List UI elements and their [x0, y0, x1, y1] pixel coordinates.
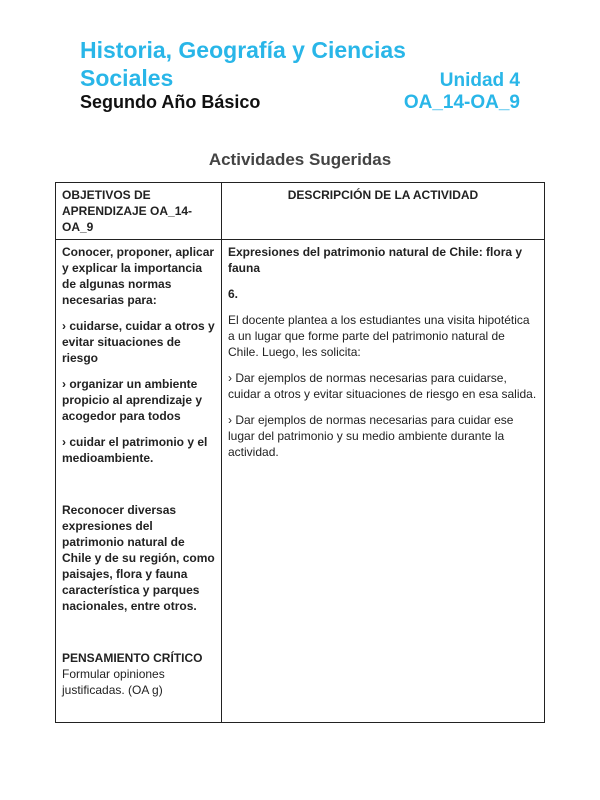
subject-title-line1: Historia, Geografía y Ciencias — [80, 37, 406, 63]
title-row — [80, 64, 520, 92]
oa-code: OA_14-OA_9 — [403, 92, 520, 113]
unit-label: Unidad 4 — [439, 70, 520, 91]
objective-item-3: › cuidar el patrimonio y el medioambiente. — [62, 435, 208, 465]
objective-intro: Conocer, proponer, aplicar y explicar la importancia de algunas normas necesarias para: — [62, 245, 215, 307]
skill-title: PENSAMIENTO CRÍTICO — [62, 651, 203, 665]
table-header-row — [56, 183, 545, 240]
section-title: Actividades Sugeridas — [208, 150, 392, 169]
grade-label: Segundo Año Básico — [80, 92, 261, 112]
activities-table — [55, 182, 545, 723]
activity-paragraph-2: › Dar ejemplos de normas necesarias para cuidarse, cuidar a otros y evitar situaciones de riesgo en esa salida. — [228, 371, 537, 401]
objective-item-1: › cuidarse, cuidar a otros y evitar situaciones de riesgo — [62, 319, 215, 365]
subject-title-line2: Sociales — [80, 65, 174, 91]
objectives-cell — [56, 240, 222, 723]
page-header — [80, 36, 520, 114]
objectives-header: OBJETIVOS DE APRENDIZAJE OA_14-OA_9 — [56, 183, 222, 240]
activity-title: Expresiones del patrimonio natural de Chile: flora y fauna — [228, 245, 523, 275]
grade-row — [80, 92, 520, 114]
table-row — [56, 240, 545, 723]
objective-item-2: › organizar un ambiente propicio al aprendizaje y acogedor para todos — [62, 377, 203, 423]
objective-second: Reconocer diversas expresiones del patrimonio natural de Chile y de su región, como paisajes, flora y fauna característica y parques nacionales, entre otros. — [62, 503, 215, 613]
activity-paragraph-3: › Dar ejemplos de normas necesarias para cuidar ese lugar del patrimonio y su medio ambiente durante la actividad. — [228, 413, 514, 459]
skill-block — [62, 650, 215, 698]
activity-paragraph-1: El docente plantea a los estudiantes una visita hipotética a un lugar que forme parte del patrimonio natural de Chile. Luego, les solicita: — [228, 313, 530, 359]
activity-number: 6. — [228, 287, 239, 301]
skill-text: Formular opiniones justificadas. (OA g) — [62, 667, 165, 697]
activity-cell — [222, 240, 545, 723]
description-header: DESCRIPCIÓN DE LA ACTIVIDAD — [222, 183, 545, 240]
